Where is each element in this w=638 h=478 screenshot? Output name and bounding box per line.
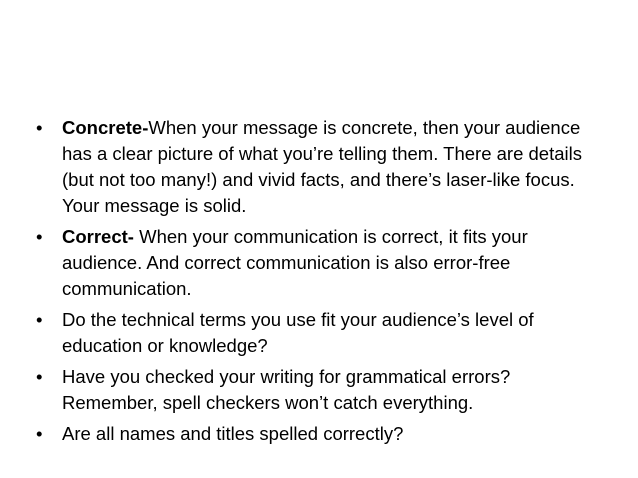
bullet-text: Have you checked your writing for grammatical errors? Remember, spell checkers won’t catch everything. [62, 366, 511, 413]
bullet-term: Concrete- [62, 117, 149, 138]
bullet-dot-icon: • [36, 309, 43, 330]
bullet-text: When your message is concrete, then your audience has a clear picture of what you’re telling them. There are details (but not too many!) and vivid facts, and there’s laser-like focus. Your message is solid. [62, 117, 582, 216]
bullet-list [36, 115, 608, 452]
bullet-item-grammar-check [36, 364, 608, 416]
bullet-item-names-titles [36, 421, 608, 447]
bullet-text: Do the technical terms you use fit your audience’s level of education or knowledge? [62, 309, 534, 356]
bullet-dot-icon: • [36, 366, 43, 387]
bullet-dot-icon: • [36, 117, 43, 138]
bullet-term: Correct- [62, 226, 134, 247]
bullet-item-concrete [36, 115, 608, 219]
bullet-item-technical-terms [36, 307, 608, 359]
bullet-dot-icon: • [36, 423, 43, 444]
bullet-dot-icon: • [36, 226, 43, 247]
bullet-text: Are all names and titles spelled correctly? [62, 423, 404, 444]
bullet-item-correct [36, 224, 608, 302]
bullet-text: When your communication is correct, it fits your audience. And correct communication is also error-free communication. [62, 226, 528, 299]
